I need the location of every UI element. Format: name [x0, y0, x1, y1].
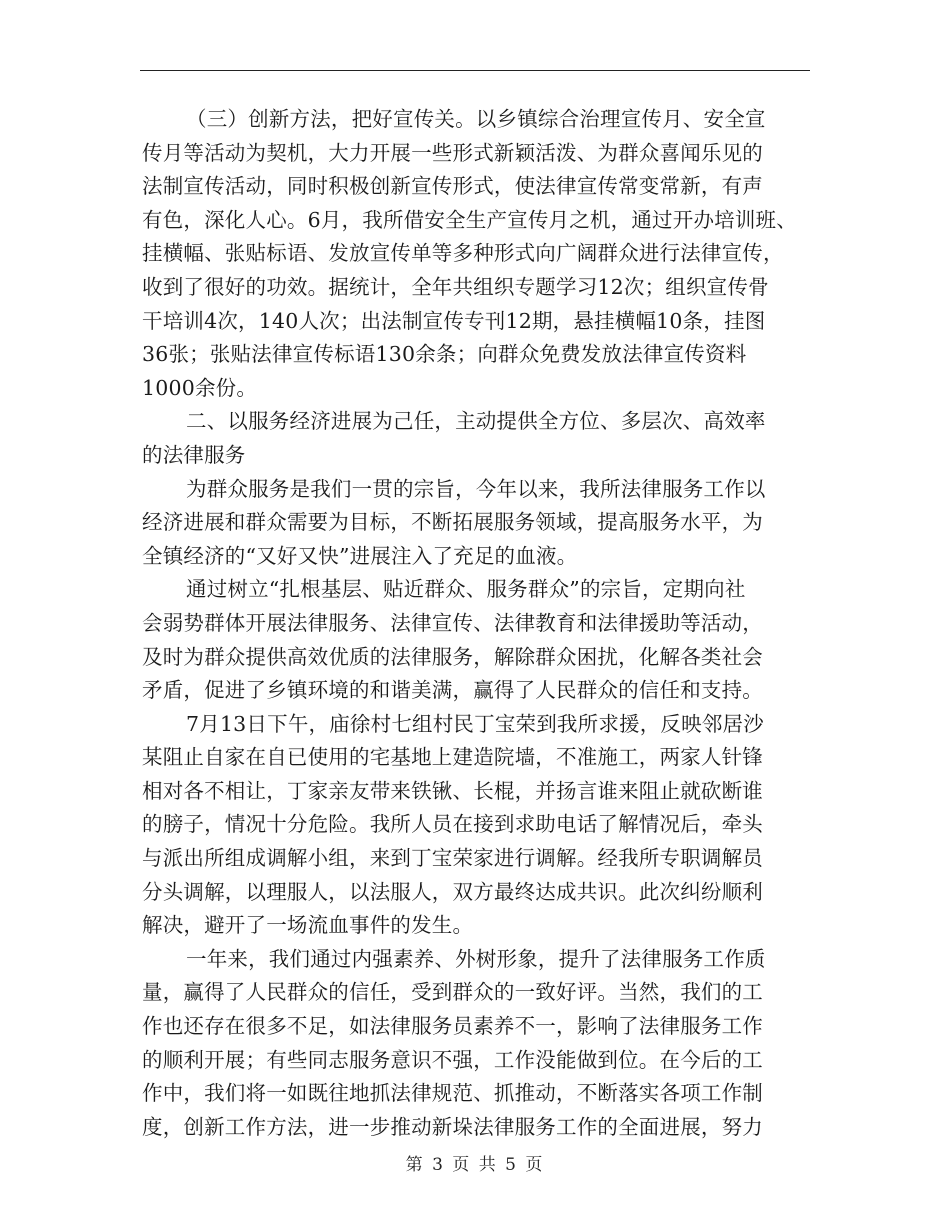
text-line: 会弱势群体开展法律服务、法律宣传、法律教育和法律援助等活动，: [142, 610, 763, 635]
text-line: 一年来，我们通过内强素养、外树形象，提升了法律服务工作质: [186, 946, 766, 971]
text-line: 某阻止自家在自已使用的宅基地上建造院墙，不准施工，两家人针锋: [142, 745, 763, 770]
text-line: （三）创新方法，把好宣传关。以乡镇综合治理宣传月、安全宣: [186, 107, 766, 131]
text-line: 的顺利开展；有些同志服务意识不强，工作没能做到位。在今后的工: [142, 1047, 763, 1072]
text-line: 经济进展和群众需要为目标，不断拓展服务领域，提高服务水平，为: [142, 510, 763, 535]
text-line: 有色，深化人心。6月，我所借安全生产宣传月之机，通过开办培训班、: [142, 207, 797, 232]
text-line: 法制宣传活动，同时积极创新宣传形式，使法律宣传常变常新，有声: [142, 174, 763, 199]
page-number: 第 3 页 共 5 页: [405, 1155, 545, 1175]
text-line: 作也还存在很多不足，如法律服务员素养不一，影响了法律服务工作: [142, 1014, 763, 1039]
text-line: 干培训4次，140人次；出法制宣传专刊12期，悬挂横幅10条，挂图: [142, 308, 766, 333]
text-line: 解决，避开了一场流血事件的发生。: [142, 913, 474, 938]
text-line: 通过树立“扎根基层、贴近群众、服务群众”的宗旨，定期向社: [186, 577, 746, 602]
text-line: 收到了很好的功效。据统计，全年共组织专题学习12次；组织宣传骨: [142, 274, 769, 299]
document-body: [142, 103, 808, 1144]
text-line: 作中，我们将一如既往地抓法律规范、抓推动，不断落实各项工作制: [142, 1081, 763, 1106]
header-rule: [140, 70, 810, 71]
text-line: 的法律服务: [142, 442, 246, 467]
text-line: 为群众服务是我们一贯的宗旨，今年以来，我所法律服务工作以: [186, 476, 766, 501]
text-line: 的膀子，情况十分危险。我所人员在接到求助电话了解情况后，牵头: [142, 812, 763, 837]
text-line: 相对各不相让，丁家亲友带来铁锹、长棍，并扬言谁来阻止就砍断谁: [142, 778, 763, 803]
text-line: 传月等活动为契机，大力开展一些形式新颖活泼、为群众喜闻乐见的: [142, 140, 763, 165]
text-line: 1000余份。: [142, 375, 258, 400]
text-line: 矛盾，促进了乡镇环境的和谐美满，赢得了人民群众的信任和支持。: [142, 678, 763, 703]
text-line: 与派出所组成调解小组，来到丁宝荣家进行调解。经我所专职调解员: [142, 846, 763, 871]
text-line: 度，创新工作方法，进一步推动新垛法律服务工作的全面进展，努力: [142, 1114, 763, 1139]
text-line: 全镇经济的“又好又快”进展注入了充足的血液。: [142, 543, 578, 568]
text-line: 7月13日下午，庙徐村七组村民丁宝荣到我所求援，反映邻居沙: [186, 711, 764, 736]
text-line: 分头调解，以理服人，以法服人，双方最终达成共识。此次纠纷顺利: [142, 879, 763, 904]
text-line: 量，赢得了人民群众的信任，受到群众的一致好评。当然，我们的工: [142, 980, 763, 1005]
text-line: 二、以服务经济进展为己任，主动提供全方位、多层次、高效率: [186, 409, 766, 434]
text-line: 36张；张贴法律宣传标语130余条；向群众免费发放法律宣传资料: [142, 342, 747, 367]
text-line: 挂横幅、张贴标语、发放宣传单等多种形式向广阔群众进行法律宣传，: [142, 241, 784, 266]
text-line: 及时为群众提供高效优质的法律服务，解除群众困扰，化解各类社会: [142, 644, 763, 669]
